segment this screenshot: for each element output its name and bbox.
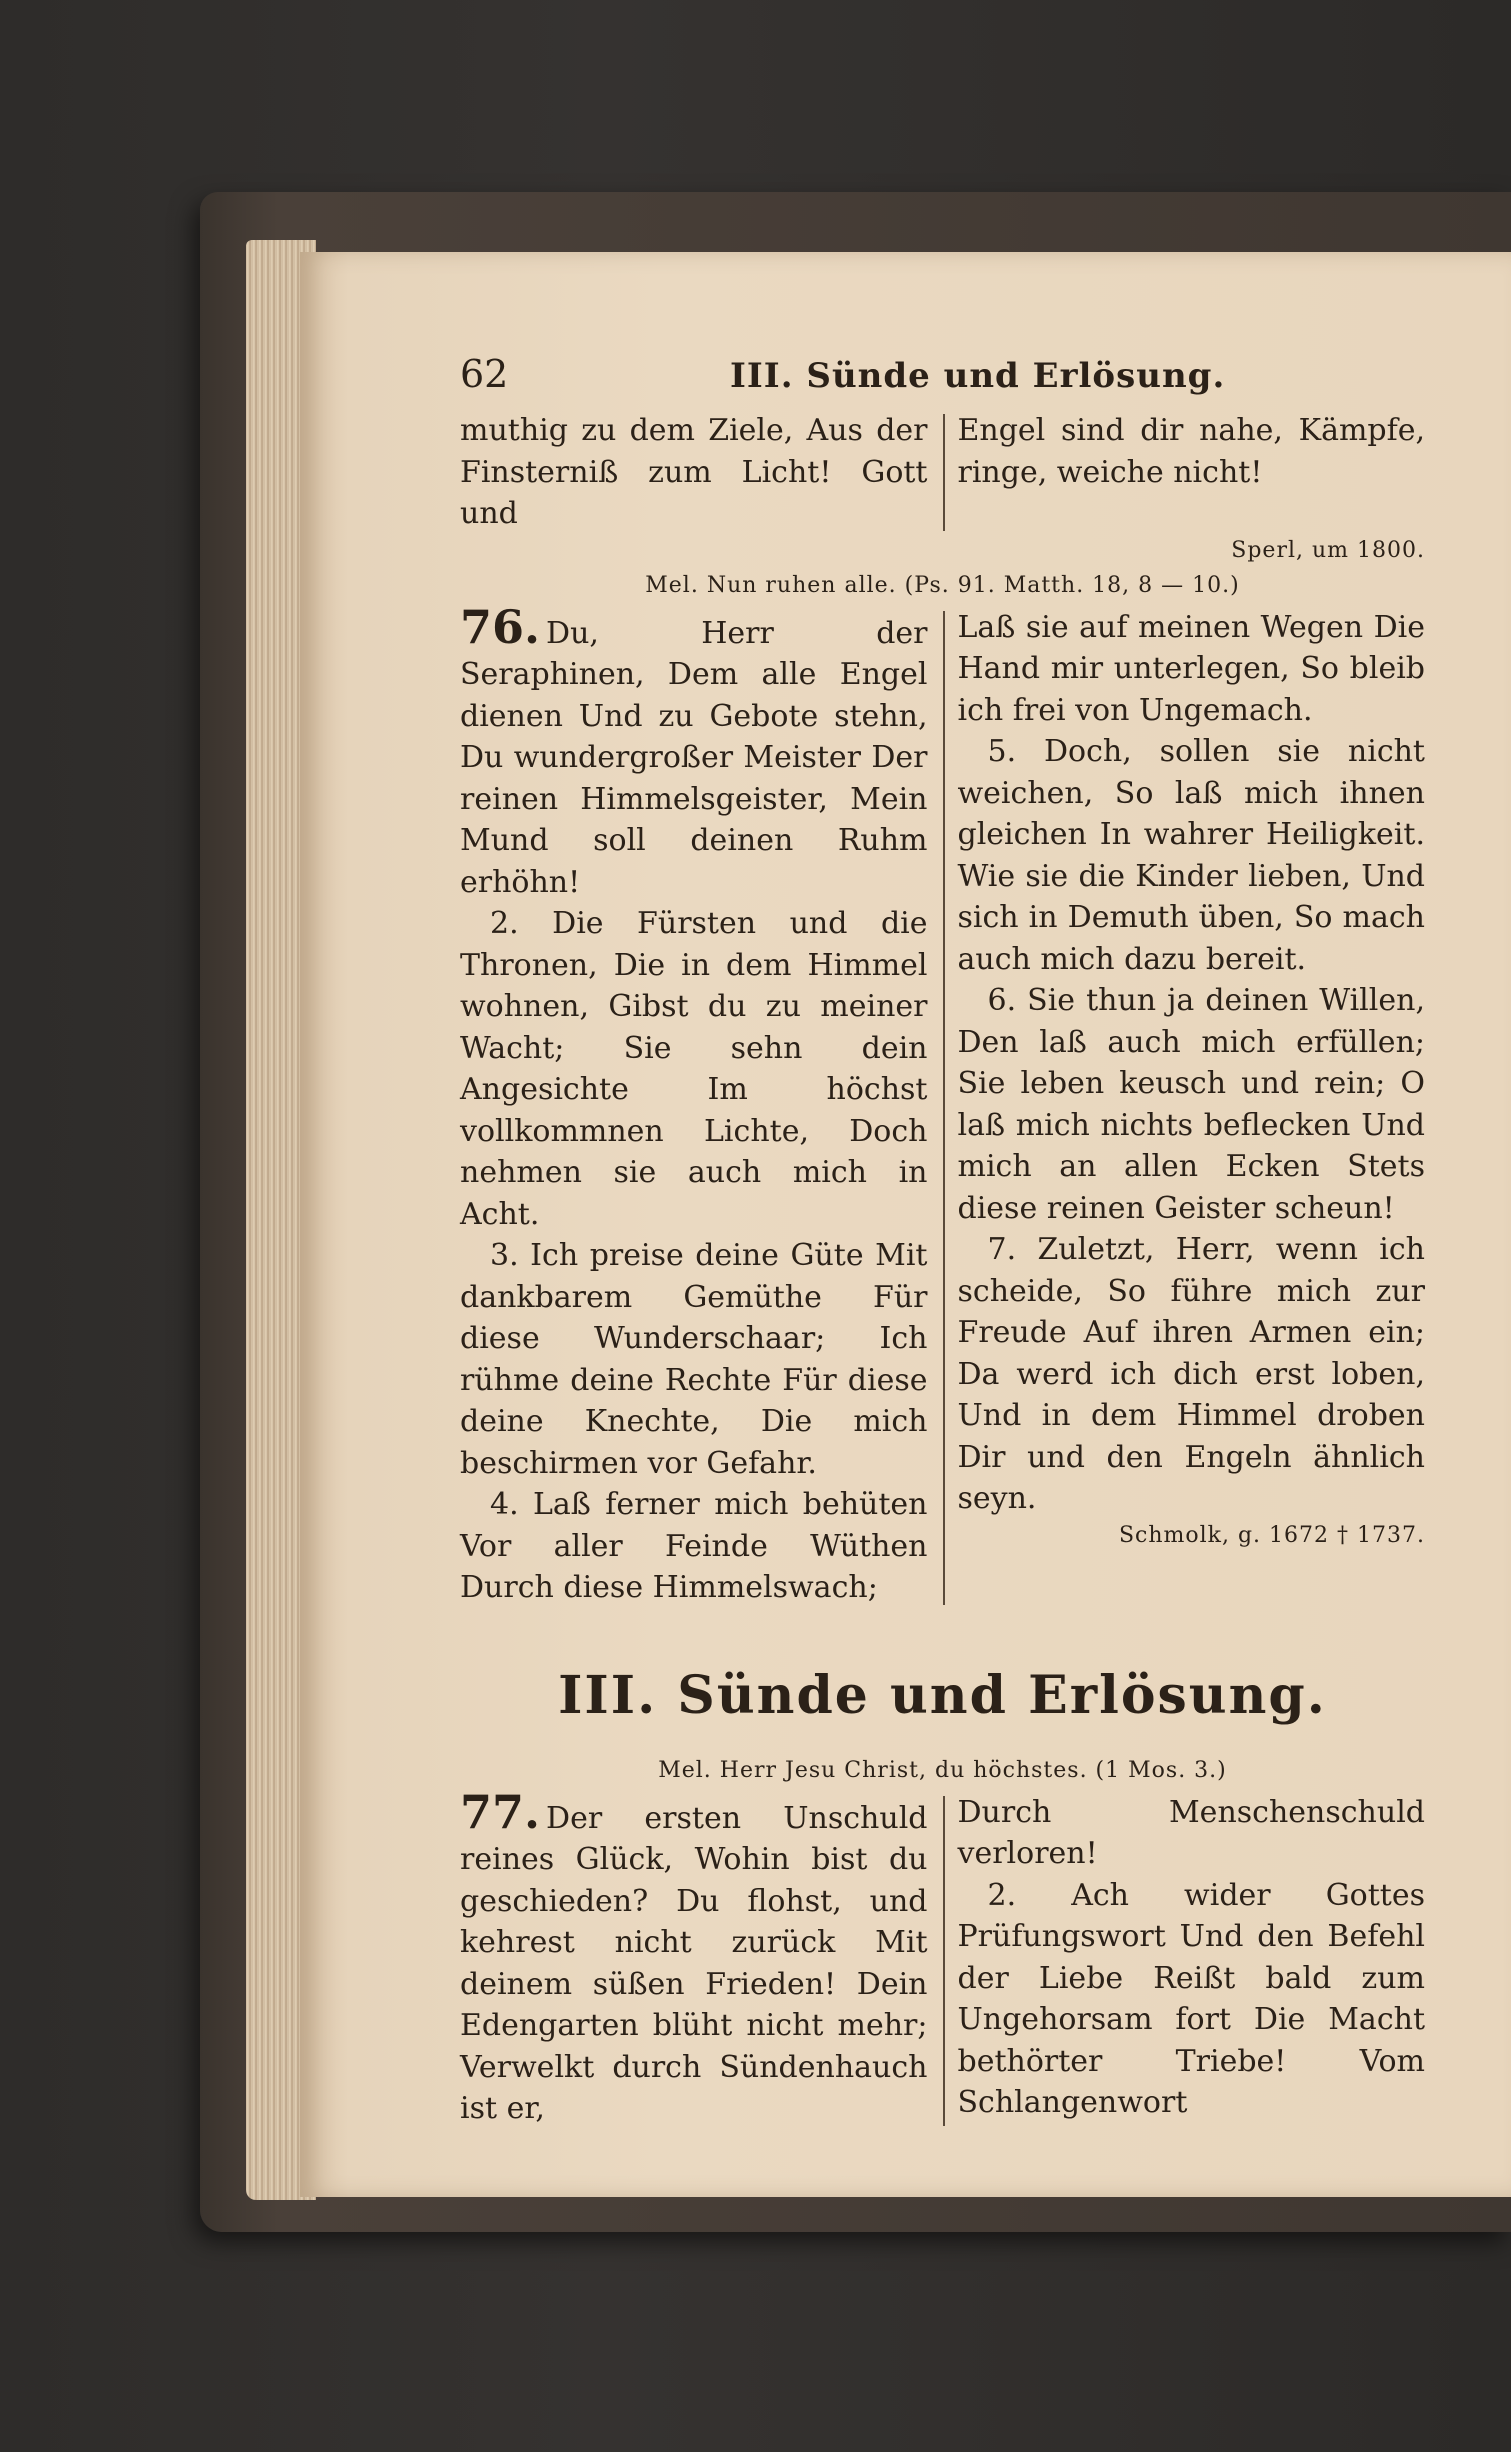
hymn76-melody: Mel. Nun ruhen alle. (Ps. 91. Matth. 18, 8 — 10.) [645, 572, 1240, 598]
hymn77-stanza-1-cont: Durch Menschenschuld verloren! [957, 1794, 1425, 1871]
hymn76-stanza-1 [460, 599, 928, 904]
hymn77-stanza-1-text: Der ersten Unschuld reines Glück, Wohin bist du geschieden? Du flohst, und kehrest nicht zurück Mit deinem süßen Frieden! Dein Edengarten blüht nicht mehr; Verwelkt durch Sündenhauch ist er, [460, 1800, 928, 2126]
hymn76-stanza-5: 5. Doch, sollen sie nicht weichen, So laß mich ihnen gleichen In wahrer Heiligkeit. Wie sie die Kinder lieben, Und sich in Demuth üben, So mach auch mich dazu bereit. [957, 734, 1425, 977]
hymn76 [460, 599, 1425, 1609]
hymn76-number: 76. [460, 599, 541, 654]
hymn77-melody: Mel. Herr Jesu Christ, du höchstes. (1 Mos. 3.) [658, 1757, 1227, 1783]
hymn77-number: 77. [460, 1784, 541, 1839]
hymn76-stanza-4: 4. Laß ferner mich behüten Vor aller Feinde Wüthen Durch diese Himmelswach; [460, 1487, 928, 1605]
intro-continuation [460, 410, 1425, 535]
hymn76-stanza-2: 2. Die Fürsten und die Thronen, Die in dem Himmel wohnen, Gibst du zu meiner Wacht; Sie sehn dein Angesichte Im höchst vollkommnen Lichte, Doch nehmen sie auch mich in Acht. [460, 906, 928, 1232]
hymn76-stanza-6: 6. Sie thun ja deinen Willen, Den laß auch mich erfüllen; Sie leben keusch und rein; O laß mich nichts beflecken Und mich an allen Ecken Stets diese reinen Geister scheun! [957, 983, 1425, 1226]
intro-left-text: muthig zu dem Ziele, Aus der Finsterniß zum Licht! Gott und [460, 413, 928, 531]
page-header [460, 352, 1425, 410]
column-divider [943, 1796, 945, 2126]
hymn76-attribution: Schmolk, g. 1672 † 1737. [1118, 1522, 1425, 1548]
hymn76-stanza-4-cont: Laß sie auf meinen Wegen Die Hand mir unterlegen, So bleib ich frei von Ungemach. [957, 609, 1425, 728]
hymn76-stanza-1-text: Du, Herr der Seraphinen, Dem alle Engel dienen Und zu Gebote stehn, Du wundergroßer Meister Der reinen Himmelsgeister, Mein Mund soll deinen Ruhm erhöhn! [460, 615, 928, 900]
intro-right-text: Engel sind dir nahe, Kämpfe, ringe, weiche nicht! [957, 413, 1425, 490]
hymn77-stanza-1 [460, 1784, 928, 2130]
hymn77-left-column [460, 1784, 928, 2130]
column-divider [943, 414, 945, 531]
running-head: III. Sünde und Erlösung. [730, 356, 1226, 396]
intro-left-column [460, 410, 928, 535]
hymn77 [460, 1784, 1425, 2130]
hymn77-right-column [958, 1792, 1426, 2130]
hymn77-stanza-2: 2. Ach wider Gottes Prüfungswort Und den Befehl der Liebe Reißt bald zum Ungehorsam fort Die Macht bethörter Triebe! Vom Schlangenwort [957, 1877, 1425, 2120]
hymn76-left-column [460, 599, 928, 1609]
hymn76-stanza-7: 7. Zuletzt, Herr, wenn ich scheide, So führe mich zur Freude Auf ihren Armen ein; Da werd ich dich erst loben, Und in dem Himmel droben Dir und den Engeln ähnlich seyn. [957, 1232, 1425, 1516]
book-page [300, 252, 1511, 2197]
hymn76-stanza-3: 3. Ich preise deine Güte Mit dankbarem Gemüthe Für diese Wunderschaar; Ich rühme deine Rechte Für diese deine Knechte, Die mich beschirmen vor Gefahr. [460, 1238, 928, 1481]
section-title: III. Sünde und Erlösung. [558, 1664, 1327, 1726]
intro-right-column [958, 410, 1426, 535]
page-number: 62 [460, 352, 509, 396]
page-content [460, 352, 1425, 2130]
column-divider [943, 611, 945, 1605]
intro-attribution: Sperl, um 1800. [1231, 537, 1425, 563]
hymn76-right-column [958, 607, 1426, 1609]
